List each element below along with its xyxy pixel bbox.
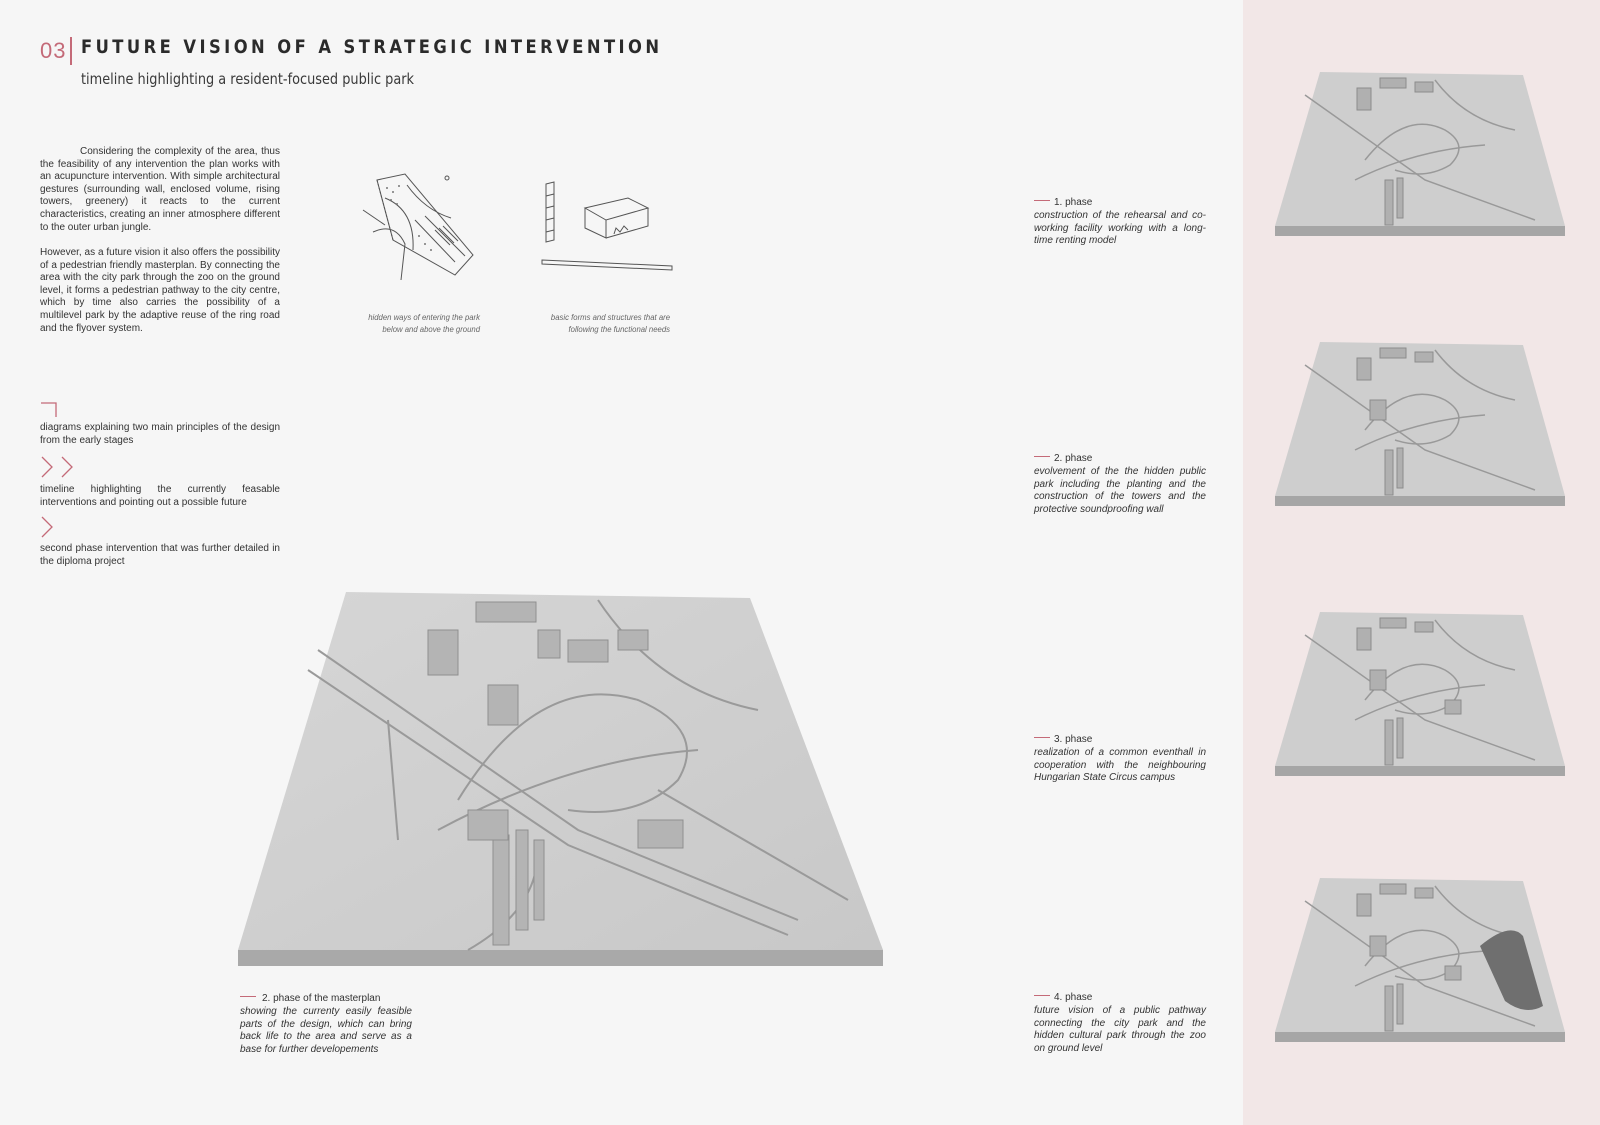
- sketch-1-caption-line-1: hidden ways of entering the park: [368, 312, 480, 322]
- legend-item-3: second phase intervention that was further detailed in the diploma project: [40, 543, 280, 567]
- phase-1-title: 1. phase: [1054, 197, 1093, 208]
- phase-2-model-image: [1275, 340, 1565, 510]
- phase-dash: [1034, 737, 1050, 738]
- phase-2-title: 2. phase: [1054, 453, 1093, 464]
- page-subtitle: timeline highlighting a resident-focused public park: [81, 70, 415, 88]
- phase-3-caption: [1034, 729, 1206, 785]
- intro-paragraph-2: However, as a future vision it also offers the possibility of a pedestrian friendly masterplan. By connecting the area with the city park through the zoo on the ground level, it forms a pedestrian pathway to the city centre, which by time also carries the possibility of a multilevel park by the adaptive reuse of the ring road and the flyover system.: [40, 247, 280, 334]
- sketch-2-caption-line-2: following the functional needs: [568, 324, 670, 334]
- sketch-2-caption-line-1: basic forms and structures that are: [550, 312, 670, 322]
- phase-3-description: realization of a common eventhall in cooperation with the neighbouring Hungarian State Circus campus: [1034, 747, 1206, 784]
- phase-1-description: construction of the rehearsal and co-working facility working with a long-time renting model: [1034, 210, 1206, 247]
- phase-dash: [1034, 200, 1050, 201]
- sketch-2-caption: [544, 311, 670, 335]
- phase-3-title: 3. phase: [1054, 734, 1093, 745]
- phase-4-title: 4. phase: [1054, 992, 1093, 1003]
- main-masterplan-model-image: [238, 590, 883, 970]
- sketch-basic-forms: [540, 178, 680, 278]
- main-model-description: showing the currenty easily feasible parts of the design, which can bring back life to the area and serve as a base for further developements: [240, 1006, 412, 1055]
- legend-item-1: diagrams explaining two main principles of the design from the early stages: [40, 422, 280, 446]
- phase-3-model-image: [1275, 610, 1565, 780]
- phase-1-caption: [1034, 192, 1206, 248]
- corner-marker-icon: [40, 402, 58, 418]
- phase-4-caption: [1034, 987, 1206, 1055]
- phase-4-description: future vision of a public pathway connecting the city park and the hidden cultural park through the zoo on ground level: [1034, 1005, 1206, 1054]
- double-chevron-icon: [40, 456, 76, 478]
- phase-4-model-image: [1275, 876, 1565, 1046]
- section-number: 03: [40, 38, 67, 63]
- main-model-caption: [240, 988, 412, 1056]
- sketch-park-entrances: [355, 170, 485, 305]
- phase-1-model-image: [1275, 70, 1565, 240]
- main-model-title: 2. phase of the masterplan: [262, 993, 381, 1004]
- intro-paragraph-1: Considering the complexity of the area, thus the feasibility of any intervention the plan works with an acupuncture intervention. With simple architectural gestures (surrounding wall, enclosed volume, rising towers, greenery) it reacts to the current characteristics, creating an inner atmosphere different to the outer urban jungle.: [40, 146, 280, 233]
- legend-item-2: timeline highlighting the currently feasable interventions and pointing out a possible future: [40, 484, 280, 508]
- chevron-right-icon: [40, 516, 56, 538]
- page-title: FUTURE VISION OF A STRATEGIC INTERVENTION: [81, 36, 663, 58]
- sketch-1-caption: [354, 311, 480, 335]
- title-divider: [70, 37, 72, 65]
- phase-2-description: evolvement of the the hidden public park including the planting and the construction of the towers and the protective soundproofing wall: [1034, 466, 1206, 515]
- caption-dash: [240, 996, 256, 997]
- sketch-1-caption-line-2: below and above the ground: [382, 324, 480, 334]
- phase-dash: [1034, 456, 1050, 457]
- phase-2-caption: [1034, 448, 1206, 516]
- phase-dash: [1034, 995, 1050, 996]
